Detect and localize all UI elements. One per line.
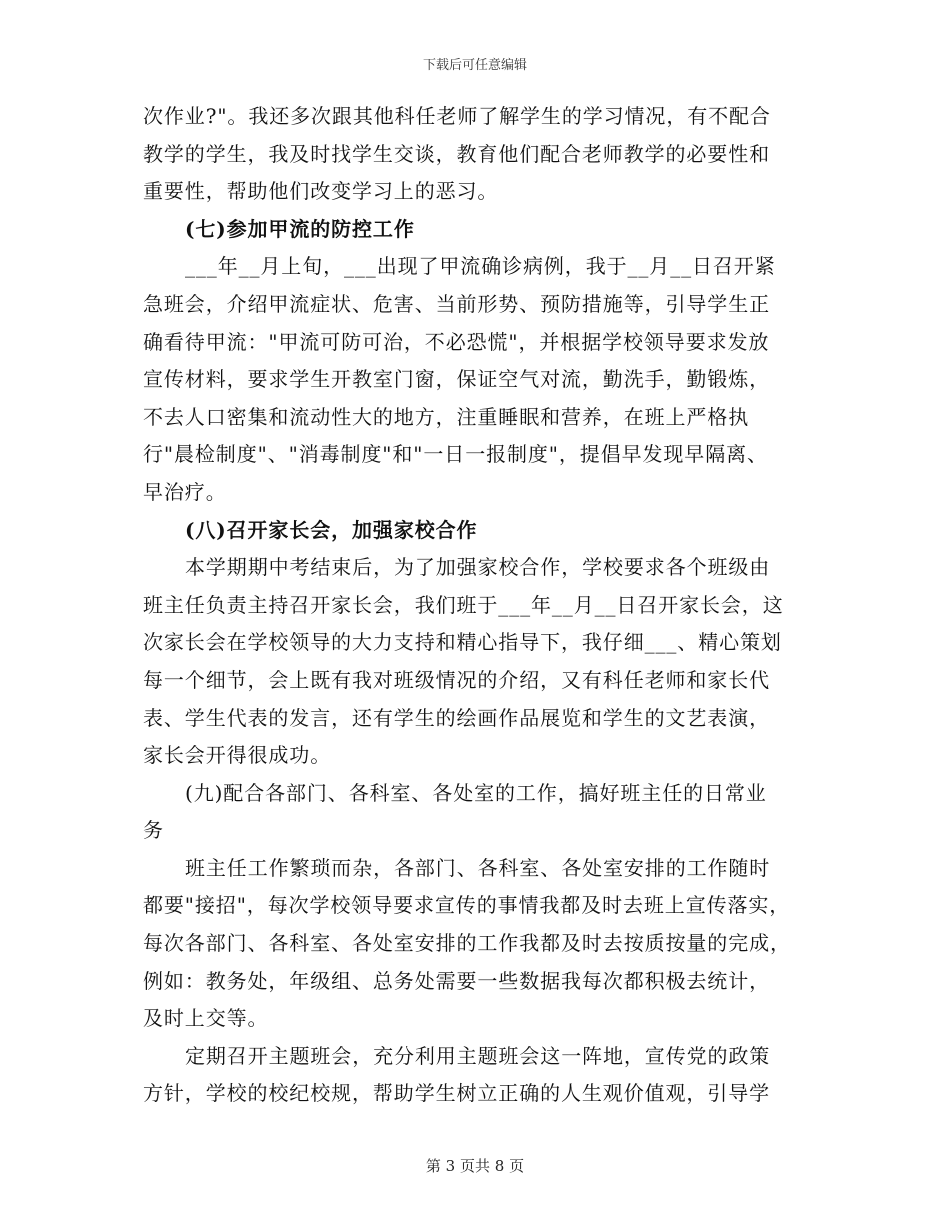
text-line: 早治疗。 [143,479,227,504]
text-line: ___年__月上旬，___出现了甲流确诊病例，我于__月__日召开紧 [185,254,776,279]
text-line: (九)配合各部门、各科室、各处室的工作，搞好班主任的日常业 [185,780,767,805]
text-line: 行"晨检制度"、"消毒制度"和"一日一报制度"，提倡早发现早隔离、 [143,442,768,467]
text-line: 方针，学校的校纪校规，帮助学生树立正确的人生观价值观，引导学 [143,1081,770,1106]
text-line: 定期召开主题班会，充分利用主题班会这一阵地，宣传党的政策 [185,1043,771,1068]
text-line: 每次各部门、各科室、各处室安排的工作我都及时去按质按量的完成， [143,931,791,956]
text-line: 急班会，介绍甲流症状、危害、当前形势、预防措施等，引导学生正 [143,291,770,316]
text-line: 重要性，帮助他们改变学习上的恶习。 [143,179,499,204]
page-footer: 第 3 页共 8 页 [425,1157,525,1175]
text-line: 不去人口密集和流动性大的地方，注重睡眠和营养，在班上严格执 [143,404,750,429]
text-line: 次作业?"。我还多次跟其他科任老师了解学生的学习情况，有不配合 [143,104,771,128]
text-line: 宣传材料，要求学生开教室门窗，保证空气对流，勤洗手，勤锻炼， [143,367,770,392]
text-line: 教学的学生，我及时找学生交谈，教育他们配合老师教学的必要性和 [143,141,770,166]
section-heading: (八)召开家长会，加强家校合作 [185,517,478,542]
text-line: 确看待甲流："甲流可防可治，不必恐慌"，并根据学校领导要求发放 [143,329,770,354]
text-line: 表、学生代表的发言，还有学生的绘画作品展览和学生的文艺表演， [143,705,770,730]
text-line: 班主任负责主持召开家长会，我们班于___年__月__日召开家长会，这 [143,592,784,617]
text-line: 都要"接招"，每次学校领导要求宣传的事情我都及时去班上宣传落实， [143,893,791,918]
text-line: 次家长会在学校领导的大力支持和精心指导下，我仔细___、精心策划 [143,630,782,655]
document-body [143,98,808,1113]
text-line: 本学期期中考结束后，为了加强家校合作，学校要求各个班级由 [185,555,771,580]
section-heading: (七)参加甲流的防控工作 [185,216,415,241]
text-line: 例如：教务处，年级组、总务处需要一些数据我每次都积极去统计， [143,968,770,993]
text-line: 家长会开得很成功。 [143,743,332,768]
page-header: 下载后可任意编辑 [422,58,527,73]
text-line: 及时上交等。 [143,1006,269,1031]
text-line: 务 [143,818,164,843]
text-line: 班主任工作繁琐而杂，各部门、各科室、各处室安排的工作随时 [185,855,771,880]
text-line: 每一个细节，会上既有我对班级情况的介绍，又有科任老师和家长代 [143,667,770,692]
